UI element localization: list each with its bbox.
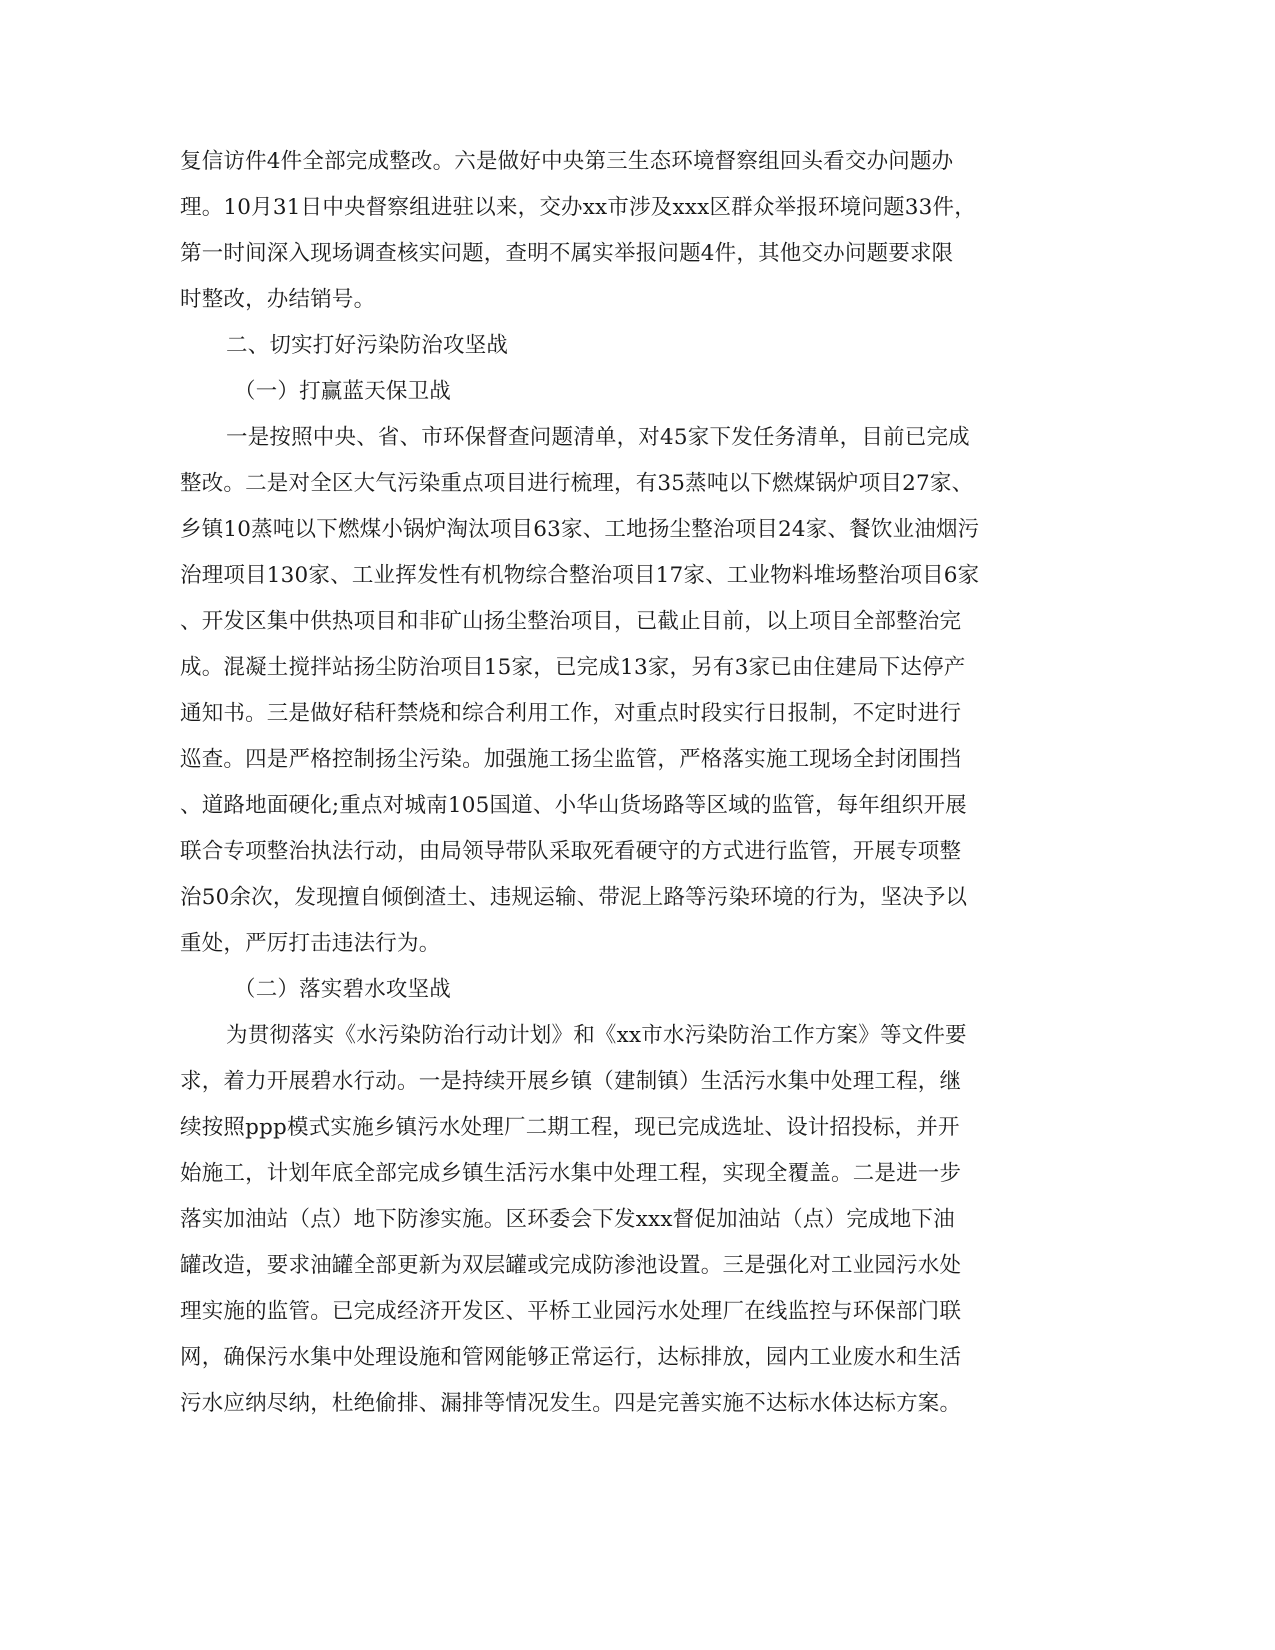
text-line: 治理项目130家、工业挥发性有机物综合整治项目17家、工业物料堆场整治项目6家 <box>180 563 980 588</box>
text-line: 落实加油站（点）地下防渗实施。区环委会下发xxx督促加油站（点）完成地下油 <box>180 1207 955 1232</box>
document-body <box>180 139 1036 1427</box>
text-line: 第一时间深入现场调查核实问题，查明不属实举报问题4件，其他交办问题要求限 <box>180 241 954 266</box>
text-line: 理。10月31日中央督察组进驻以来，交办xx市涉及xxx区群众举报环境问题33件， <box>180 195 976 220</box>
text-line: 乡镇10蒸吨以下燃煤小锅炉淘汰项目63家、工地扬尘整治项目24家、餐饮业油烟污 <box>180 517 980 542</box>
text-line: 为贯彻落实《水污染防治行动计划》和《xx市水污染防治工作方案》等文件要 <box>226 1023 967 1048</box>
text-line: 续按照ppp模式实施乡镇污水处理厂二期工程，现已完成选址、设计招投标，并开 <box>180 1115 960 1140</box>
text-line: 巡查。四是严格控制扬尘污染。加强施工扬尘监管，严格落实施工现场全封闭围挡 <box>180 747 962 772</box>
text-line: 一是按照中央、省、市环保督查问题清单，对45家下发任务清单，目前已完成 <box>226 425 970 450</box>
text-line: 网，确保污水集中处理设施和管网能够正常运行，达标排放，园内工业废水和生活 <box>180 1345 962 1370</box>
text-line: 通知书。三是做好秸秆禁烧和综合利用工作，对重点时段实行日报制，不定时进行 <box>180 701 962 726</box>
text-line: 污水应纳尽纳，杜绝偷排、漏排等情况发生。四是完善实施不达标水体达标方案。 <box>180 1391 962 1416</box>
text-line: 治50余次，发现擅自倾倒渣土、违规运输、带泥上路等污染环境的行为，坚决予以 <box>180 885 968 910</box>
text-line: 成。混凝土搅拌站扬尘防治项目15家，已完成13家，另有3家已由住建局下达停产 <box>180 655 966 680</box>
text-line: 始施工，计划年底全部完成乡镇生活污水集中处理工程，实现全覆盖。二是进一步 <box>180 1161 962 1186</box>
text-line: 重处，严厉打击违法行为。 <box>180 931 441 956</box>
text-line: 理实施的监管。已完成经济开发区、平桥工业园污水处理厂在线监控与环保部门联 <box>180 1299 962 1324</box>
text-line: 罐改造，要求油罐全部更新为双层罐或完成防渗池设置。三是强化对工业园污水处 <box>180 1253 962 1278</box>
text-line: 求，着力开展碧水行动。一是持续开展乡镇（建制镇）生活污水集中处理工程，继 <box>180 1069 962 1094</box>
text-line: 复信访件4件全部完成整改。六是做好中央第三生态环境督察组回头看交办问题办 <box>180 149 954 174</box>
text-line: 联合专项整治执法行动，由局领导带队采取死看硬守的方式进行监管，开展专项整 <box>180 839 962 864</box>
text-line: （二）落实碧水攻坚战 <box>234 977 452 1002</box>
text-line: （一）打赢蓝天保卫战 <box>234 379 452 404</box>
text-line: 时整改，办结销号。 <box>180 287 376 312</box>
text-line: 二、切实打好污染防治攻坚战 <box>226 333 509 358</box>
text-line: 整改。二是对全区大气污染重点项目进行梳理，有35蒸吨以下燃煤锅炉项目27家、 <box>180 471 974 496</box>
text-line: 、道路地面硬化;重点对城南105国道、小华山货场路等区域的监管，每年组织开展 <box>180 793 967 818</box>
text-line: 、开发区集中供热项目和非矿山扬尘整治项目，已截止目前，以上项目全部整治完 <box>180 609 962 634</box>
